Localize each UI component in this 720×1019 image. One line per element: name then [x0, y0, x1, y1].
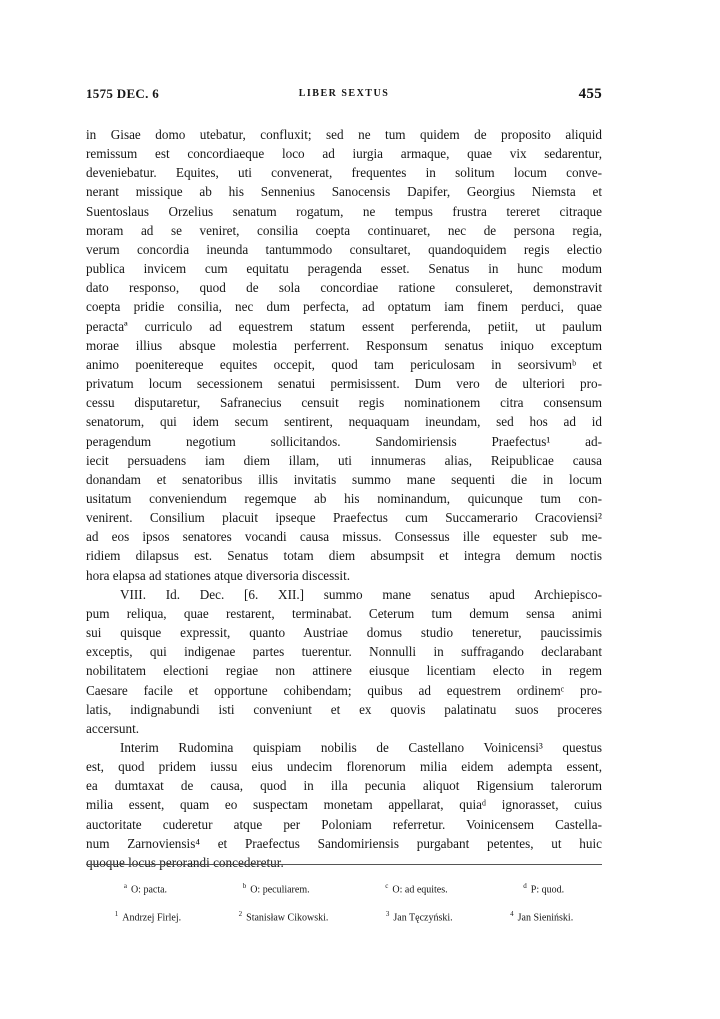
footnote-text: P: quod. [530, 884, 565, 896]
text-line: remissum est concordiaeque loco ad iurgia armaque, quae vix sedarentur, [86, 146, 602, 162]
header-date: 1575 DEC. 6 [86, 86, 159, 101]
footnote-text: Jan Tęczyński. [393, 912, 453, 924]
text-line: est, quod pridem iussu eius undecim florenorum milia eidem adempta essent, [86, 759, 602, 775]
text-line: nobilitatem electioni regiae non attinere eiusque licentiam electo in regem [86, 663, 602, 679]
text-line: donandam et senatoribus illis invitatis summo mane sequenti die in locum [86, 471, 602, 487]
text-line: cessu disputaretur, Safranecius censuit regis nominationem citra consensum [86, 395, 602, 411]
text-line: morae illius absque molestia perferrent. Responsum senatus iniquo exceptum [86, 337, 602, 353]
footnote [510, 910, 573, 923]
footnote-mark: d [523, 882, 527, 890]
footnote-text: Stanisław Cikowski. [246, 912, 329, 924]
text-line: accersunt. [86, 720, 140, 736]
footnote-mark: b [242, 882, 247, 890]
text-line: latis, indignabundi isti conveniunt et ex quovis palatinatu suos proceres [86, 701, 602, 717]
text-line: sui quisque expressit, quanto Austriae domus studio teneretur, paucissimis [86, 625, 602, 641]
footnote [239, 910, 329, 923]
footnote-mark: c [385, 882, 389, 890]
footnote [386, 910, 453, 923]
main-text-block [86, 125, 602, 872]
text-line: Suentoslaus Orzelius senatum rogatum, ne tempus frustra tereret citraque [86, 203, 602, 219]
text-line: hora elapsa ad stationes atque diversoria discessit. [86, 567, 351, 583]
text-line: iecit persuadens iam diem illam, uti innumeras alias, Reipublicae causa [86, 452, 602, 468]
text-line: publica invicem cum equitatu peragenda esset. Senatus in hunc modum [86, 261, 602, 277]
text-line: ad eos ipsos senatores vocandi causa missus. Consessus ille equester sub me- [86, 529, 602, 545]
text-line: num Zarnoviensis⁴ et Praefectus Sandomiriensis purgabant petentes, ut huic [86, 835, 602, 851]
running-header [86, 86, 602, 106]
text-line: privatum locum secessionem senatui permisissent. Dum vero de ulteriori pro- [86, 376, 602, 392]
text-line: auctoritate cuderetur atque per Poloniam referretur. Voinicensem Castella- [86, 816, 602, 832]
text-line: in Gisae domo utebatur, confluxit; sed ne tum quidem de proposito aliquid [86, 127, 602, 142]
text-line: quoque locus perorandi concederetur. [86, 854, 284, 870]
text-line: Caesare facile et opportune cohibendam; quibus ad equestrem ordinemᶜ pro- [86, 682, 602, 698]
footnote-mark: 2 [238, 910, 243, 918]
text-line: dato responso, quod de sola concordiae ratione consuleret, demonstravit [86, 280, 602, 296]
text-line: peractaª curriculo ad equestrem statum essent perferenda, petiit, ut paulum [86, 318, 602, 334]
footnote [523, 882, 564, 895]
text-line: Interim Rudomina quispiam nobilis de Castellano Voinicensi³ questus [120, 740, 602, 755]
footnote [385, 882, 447, 895]
variant-footnotes [86, 882, 602, 895]
text-line: senatorum, qui idem secum sentirent, nequaquam ineundam, sed hos ad id [86, 414, 602, 430]
footnote [115, 910, 181, 923]
text-line: verum concordia ineunda tantummodo consultaret, quandoquidem regis electio [86, 241, 602, 257]
text-line: venirent. Consilium placuit ipseque Praefectus cum Succamerario Cracoviensi² [86, 510, 602, 526]
footnote-text: Andrzej Firlej. [122, 912, 182, 924]
text-line: pum reliqua, quae restarent, terminabat. Ceterum tum demum sensa animi [86, 605, 602, 621]
text-line: usitatum conveniendum regemque ab his nominandum, quicunque tum con- [86, 490, 602, 506]
text-line: animo poenitereque equites occepit, quod tam periculosam in seorsivumᵇ et [86, 356, 602, 372]
text-line: ea dumtaxat de causa, quod in illa pecunia aliquot Rigensium talerorum [86, 778, 602, 794]
footnote-text: O: peculiarem. [250, 884, 310, 896]
text-line: coepta pridie consilia, nec dum perfecta, ad optatum iam finem perduci, quae [86, 299, 602, 315]
footnote [243, 882, 310, 895]
text-line: milia essent, quam eo suspectam monetam appellarat, quiaᵈ ignorasset, cuius [86, 797, 602, 813]
footnote-text: O: pacta. [130, 884, 168, 896]
footnote-mark: 4 [510, 910, 514, 918]
footnote-mark: 3 [385, 910, 390, 918]
header-running-title: LIBER SEXTUS [298, 88, 390, 99]
text-line: moram ad se veniret, consilia coepta continuaret, nec de persona regia, [86, 222, 602, 238]
footnote [124, 882, 167, 895]
footnote-mark: a [123, 882, 127, 890]
footnote-text: O: ad equites. [392, 884, 448, 896]
text-line: nerant missique ab his Sennenius Sanocensis Dapifer, Georgius Niemsta et [86, 184, 602, 200]
footnote-text: Jan Sieniński. [517, 912, 574, 924]
text-line: deveniebatur. Equites, uti convenerat, frequentes in solitum locum conve- [86, 165, 602, 181]
page-number: 455 [578, 86, 602, 102]
text-line: VIII. Id. Dec. [6. XII.] summo mane senatus apud Archiepisco- [120, 586, 602, 602]
footnote-separator [86, 864, 602, 865]
footnote-mark: 1 [114, 910, 119, 918]
text-line: ridiem dilapsus est. Senatus totam diem absumpsit et integra demum noctis [86, 548, 602, 564]
text-line: peragendum negotium sollicitandos. Sandomiriensis Praefectus¹ ad- [86, 433, 602, 449]
person-footnotes [86, 910, 602, 923]
text-line: exceptis, qui indigenae partes tuerentur. Nonnulli in suffragando declarabant [86, 644, 602, 660]
